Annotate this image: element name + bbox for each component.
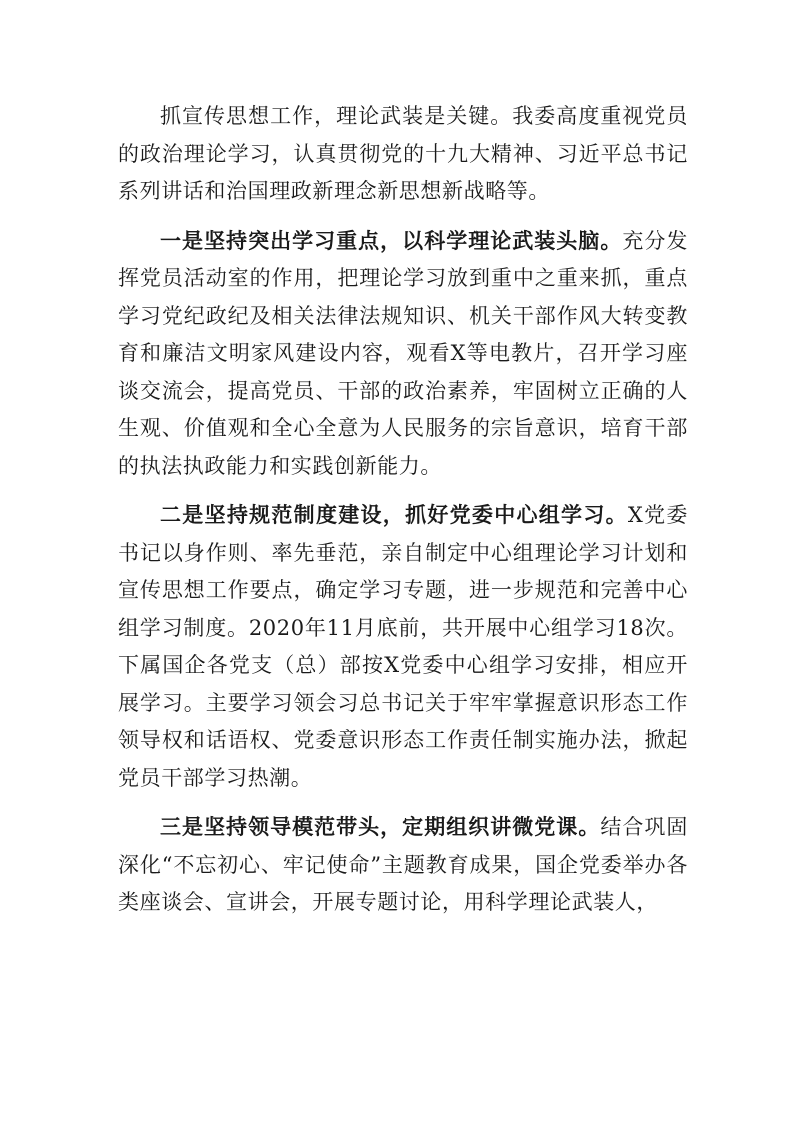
paragraph-text: X党委书记以身作则、率先垂范，亲自制定中心组理论学习计划和宣传思想工作要点，确定学习专题，进一步规范和完善中心组学习制度。2020年11月底前，共开展中心组学习18次。下属国企各党支（总）部按X党委中心组学习安排，相应开展学习。主要学习领会习总书记关于牢牢掌握意识形态工作领导权和话语权、党委意识形态工作责任制实施办法，掀起党员干部学习热潮。	[118, 503, 689, 790]
paragraph-text: 充分发挥党员活动室的作用，把理论学习放到重中之重来抓，重点学习党纪政纪及相关法律法规知识、机关干部作风大转变教育和廉洁文明家风建设内容，观看X等电教片，召开学习座谈交流会，提高党员、干部的政治素养，牢固树立正确的人生观、价值观和全心全意为人民服务的宗旨意识，培育干部的执法执政能力和实践创新能力。	[118, 228, 688, 478]
paragraph-text: 结合巩固深化“不忘初心、牢记使命”主题教育成果，国企党委举办各类座谈会、宣讲会，开展专题讨论，用科学理论武装人，	[118, 815, 688, 914]
point-two-paragraph	[118, 496, 688, 797]
intro-paragraph	[118, 97, 688, 211]
paragraph-lead: 二是坚持规范制度建设，抓好党委中心组学习。	[160, 502, 628, 527]
paragraph-lead: 一是坚持突出学习重点，以科学理论武装头脑。	[160, 227, 623, 253]
point-three-paragraph	[118, 808, 688, 922]
paragraph-lead: 三是坚持领导模范带头，定期组织讲微党课。	[160, 814, 601, 839]
point-one-paragraph	[118, 222, 688, 486]
document-body	[118, 97, 688, 933]
paragraph-text: 抓宣传思想工作，理论武装是关键。我委高度重视党员的政治理论学习，认真贯彻党的十九大精神、习近平总书记系列讲话和治国理政新理念新思想新战略等。	[118, 104, 688, 203]
